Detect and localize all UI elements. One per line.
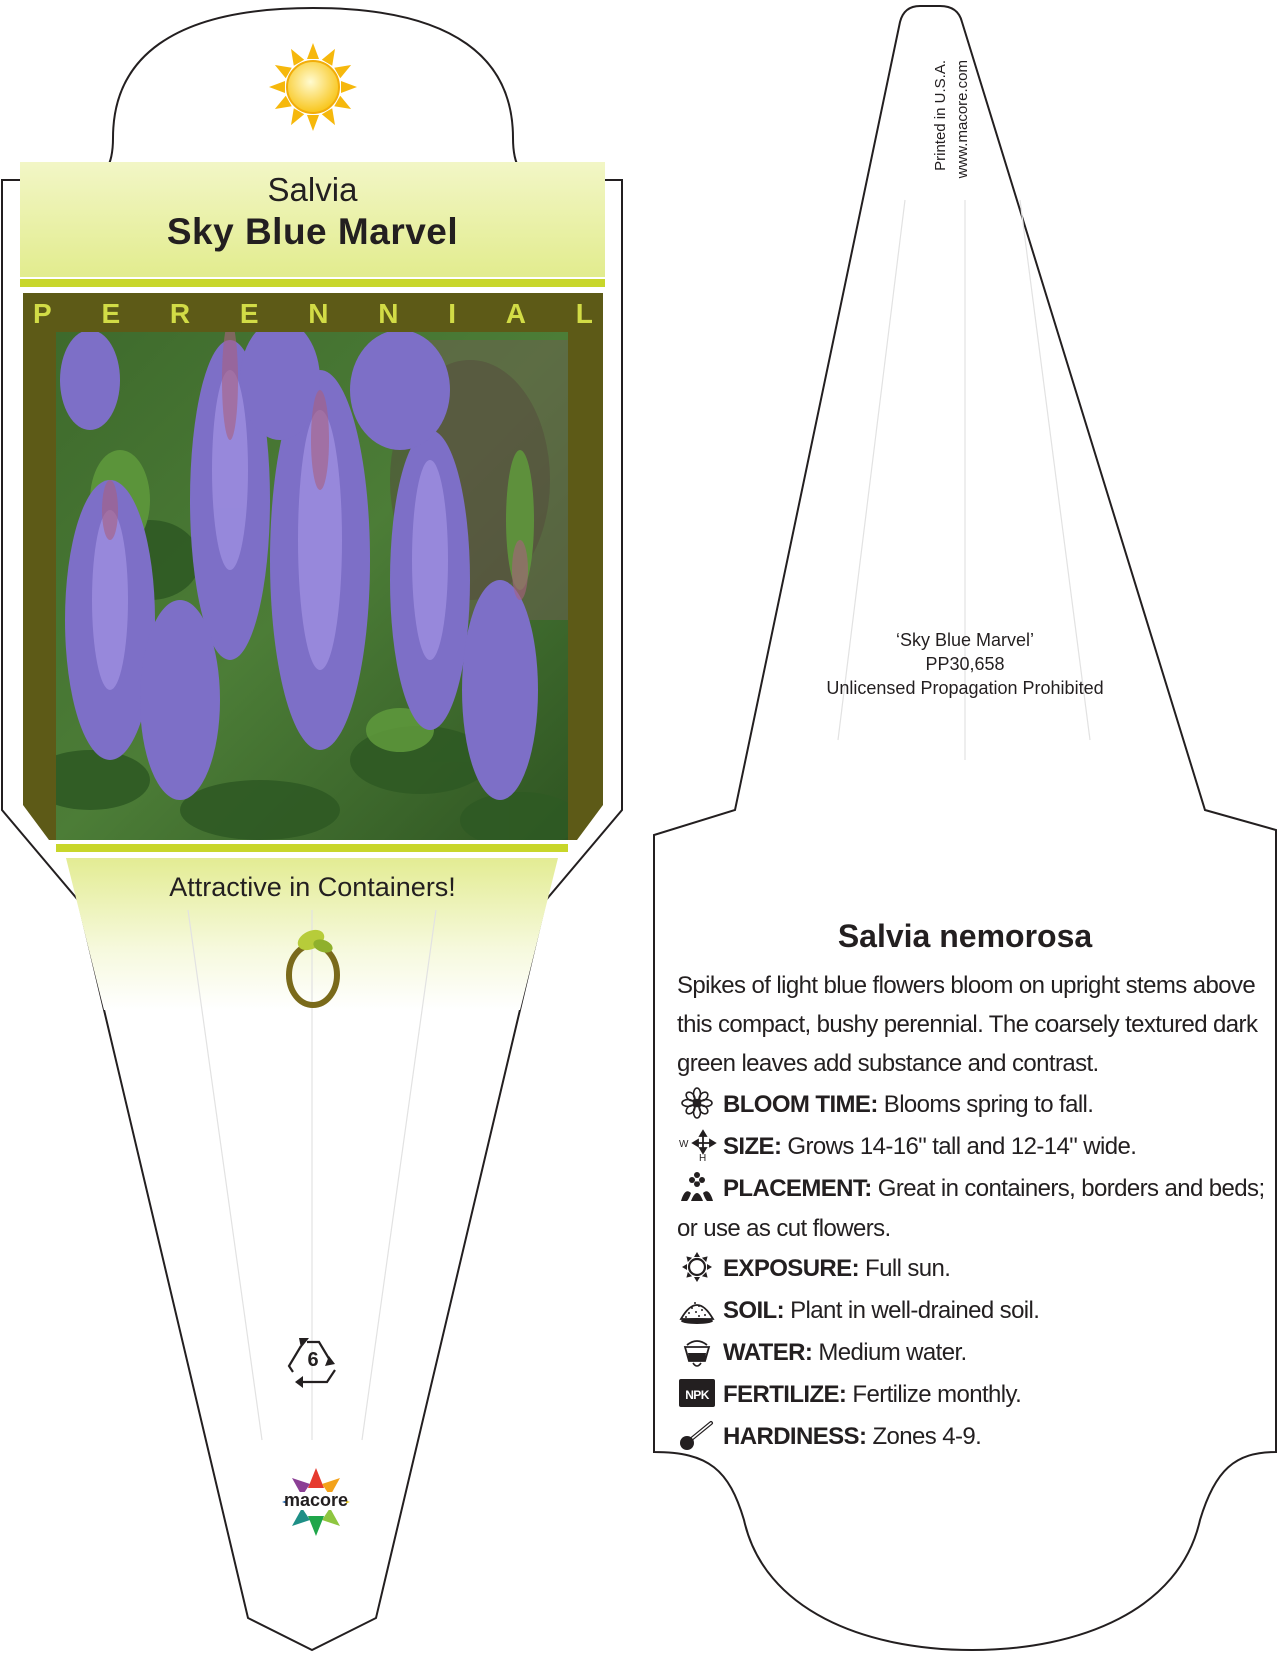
care-label: FERTILIZE: <box>723 1381 847 1408</box>
patent-block <box>760 628 1170 700</box>
category-letter: I <box>448 298 457 329</box>
species-name: Salvia nemorosa <box>837 918 1093 954</box>
sun-outline-icon <box>677 1251 717 1283</box>
care-label: SIZE: <box>723 1133 782 1160</box>
plant-photo <box>30 320 580 848</box>
front-title-block <box>20 170 605 254</box>
care-exposure <box>677 1249 1267 1289</box>
care-label: HARDINESS: <box>723 1423 867 1450</box>
category-label <box>23 296 603 331</box>
care-fertilize <box>677 1375 1267 1415</box>
printer-info <box>930 60 985 260</box>
size-icon <box>677 1129 717 1161</box>
flower-icon <box>677 1087 717 1119</box>
care-bloom-time <box>677 1085 1267 1125</box>
care-label: BLOOM TIME: <box>723 1091 878 1118</box>
care-size <box>677 1127 1267 1167</box>
care-soil <box>677 1291 1267 1331</box>
care-label: WATER: <box>723 1339 813 1366</box>
category-letter: A <box>505 298 527 329</box>
watering-can-icon <box>677 1335 717 1367</box>
care-water <box>677 1333 1267 1373</box>
care-text: Blooms spring to fall. <box>883 1091 1094 1118</box>
size-icon-h: H <box>699 1153 706 1161</box>
brand-name: macore <box>283 1490 349 1510</box>
patent-number: PP30,658 <box>925 654 1005 674</box>
npk-icon <box>677 1377 717 1409</box>
care-label: EXPOSURE: <box>723 1255 859 1282</box>
care-text: Medium water. <box>818 1339 967 1366</box>
patent-cultivar: ‘Sky Blue Marvel’ <box>895 630 1035 650</box>
recycle-code: 6 <box>307 1349 319 1371</box>
category-letter: E <box>101 298 121 329</box>
thermometer-icon <box>677 1419 717 1451</box>
genus-name: Salvia <box>267 171 358 208</box>
size-icon-w: W <box>679 1139 688 1150</box>
care-text: Full sun. <box>865 1255 951 1282</box>
care-text: Grows 14-16" tall and 12-14" wide. <box>787 1133 1137 1160</box>
care-placement <box>677 1169 1267 1249</box>
plant-description: Spikes of light blue flowers bloom on upright stems above this compact, bushy perennial. The coarsely textured dark green leaves add substance and contrast. <box>677 972 1258 1077</box>
category-letter: E <box>239 298 259 329</box>
category-letter: R <box>169 298 191 329</box>
patent-notice: Unlicensed Propagation Prohibited <box>826 678 1104 698</box>
cultivar-name: Sky Blue Marvel <box>166 211 459 252</box>
care-text: Zones 4-9. <box>872 1423 982 1450</box>
placement-icon <box>677 1171 717 1203</box>
printed-in: Printed in U.S.A. <box>932 60 949 171</box>
care-hardiness <box>677 1417 1267 1457</box>
npk-label: NPK <box>685 1388 709 1402</box>
care-label: PLACEMENT: <box>723 1175 872 1202</box>
website: www.macore.com <box>954 60 971 179</box>
category-letter: N <box>378 298 399 329</box>
care-label: SOIL: <box>723 1297 784 1324</box>
soil-icon <box>677 1293 717 1325</box>
category-letter: P <box>33 298 52 329</box>
care-text: Great in containers, borders and beds; or use as cut flowers. <box>677 1175 1265 1242</box>
category-letter: L <box>575 298 593 329</box>
care-text: Fertilize monthly. <box>852 1381 1022 1408</box>
category-letter: N <box>308 298 329 329</box>
tagline: Attractive in Containers! <box>169 872 456 902</box>
care-text: Plant in well-drained soil. <box>790 1297 1040 1324</box>
